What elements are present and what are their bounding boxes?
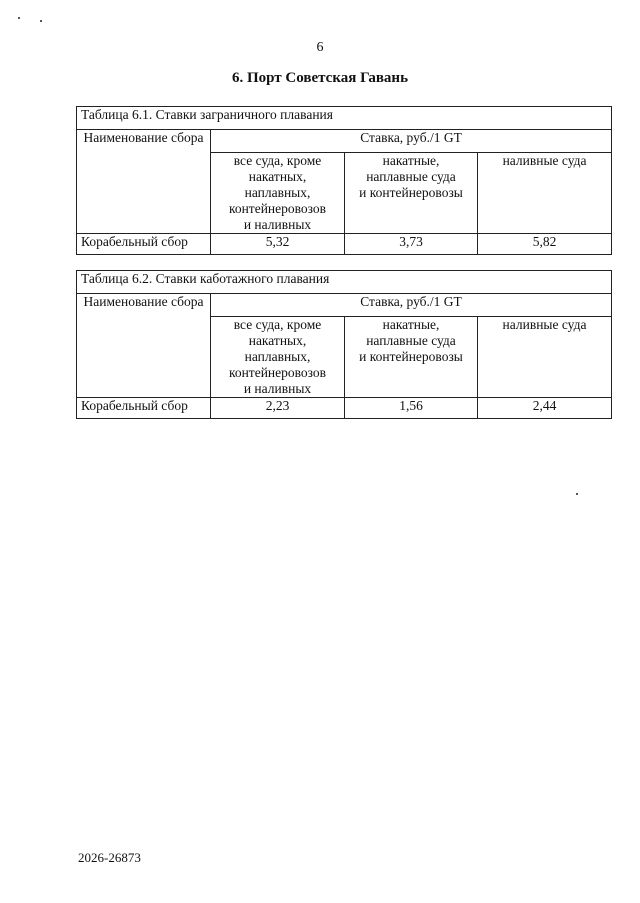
table-caption: Таблица 6.2. Ставки каботажного плавания	[77, 271, 612, 294]
scan-speck	[40, 20, 42, 22]
subheader-all-vessels: все суда, кроме накатных, наплавных, контейнеровозов и наливных	[211, 153, 345, 234]
subheader-tankers: наливные суда	[478, 317, 612, 398]
row-label: Корабельный сбор	[77, 234, 211, 255]
fee-name-header: Наименование сбора	[77, 130, 211, 234]
value-cell: 2,23	[211, 398, 345, 419]
table-caption-row	[77, 107, 612, 130]
table-caption-row	[77, 271, 612, 294]
page-number: 6	[316, 40, 324, 55]
subheader-all-vessels: все суда, кроме накатных, наплавных, контейнеровозов и наливных	[211, 317, 345, 398]
subheader-tankers: наливные суда	[478, 153, 612, 234]
document-code: 2026-26873	[78, 850, 141, 865]
table-header-row	[77, 294, 612, 317]
rates-table-foreign	[76, 106, 612, 255]
value-cell: 1,56	[345, 398, 478, 419]
subheader-roro-containers: накатные, наплавные суда и контейнеровозы	[345, 153, 478, 234]
rate-header: Ставка, руб./1 GT	[211, 294, 612, 317]
section-title: 6. Порт Советская Гавань	[231, 70, 409, 86]
scan-speck	[576, 493, 578, 495]
value-cell: 5,82	[478, 234, 612, 255]
value-cell: 3,73	[345, 234, 478, 255]
table-row	[77, 398, 612, 419]
table-caption: Таблица 6.1. Ставки заграничного плавания	[77, 107, 612, 130]
scan-speck	[18, 17, 20, 19]
table-row	[77, 234, 612, 255]
fee-name-header: Наименование сбора	[77, 294, 211, 398]
value-cell: 2,44	[478, 398, 612, 419]
table-header-row	[77, 130, 612, 153]
rates-table-coastal	[76, 270, 612, 419]
subheader-roro-containers: накатные, наплавные суда и контейнеровозы	[345, 317, 478, 398]
rate-header: Ставка, руб./1 GT	[211, 130, 612, 153]
row-label: Корабельный сбор	[77, 398, 211, 419]
value-cell: 5,32	[211, 234, 345, 255]
